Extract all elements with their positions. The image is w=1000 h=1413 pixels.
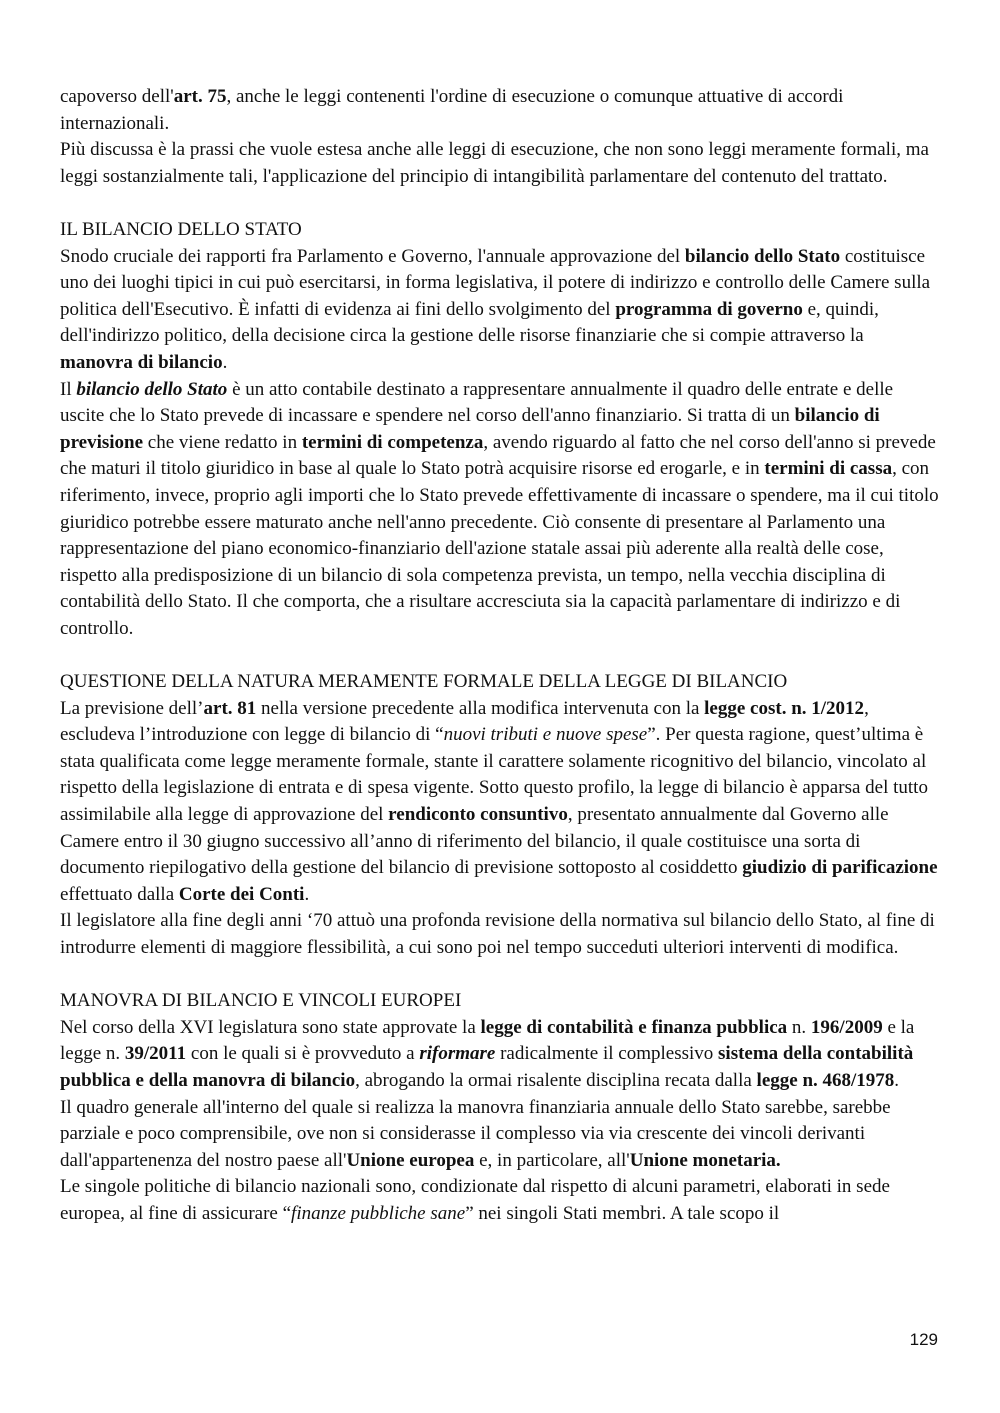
bold-text: termini di cassa (764, 458, 893, 480)
text-run: Il legislatore alla fine degli anni ‘70 attuò una profonda revisione della normativa sul bilancio dello Stato, al fine di introdurre elementi di maggiore flessibilità, a cui sono poi nel tempo succeduti ulteriori interventi di modifica. (60, 910, 935, 958)
text-run: radicalmente il complessivo (495, 1043, 719, 1065)
text-run: capoverso dell' (60, 86, 174, 107)
text-run: Il (60, 378, 77, 400)
text-run: nella versione precedente alla modifica intervenuta con la (256, 697, 705, 719)
text-run: e, in particolare, all' (474, 1149, 630, 1171)
paragraph (60, 908, 940, 961)
bold-text: legge cost. n. 1/2012 (704, 697, 865, 719)
bold-text: riformare (419, 1043, 496, 1065)
bold-text: programma di governo (615, 298, 803, 320)
section-heading: QUESTIONE DELLA NATURA MERAMENTE FORMALE DELLA LEGGE DI BILANCIO (60, 671, 788, 693)
text-run: che viene redatto in (143, 431, 302, 453)
bold-text: rendiconto consuntivo (388, 804, 568, 826)
bold-text: Unione monetaria. (629, 1149, 781, 1171)
text-run: Più discussa è la prassi che vuole estesa anche alle leggi di esecuzione, che non sono leggi meramente formali, ma leggi sostanzialmente tali, l'applicazione del principio di intangibilità parlamentare del contenuto del trattato. (60, 139, 929, 187)
text-run: , abrogando la ormai risalente disciplina recata dalla (355, 1069, 757, 1091)
text-run: Nel corso della XVI legislatura sono state approvate la (60, 1016, 481, 1038)
section-heading: MANOVRA DI BILANCIO E VINCOLI EUROPEI (60, 990, 462, 1012)
paragraph (60, 84, 940, 137)
text-run: , con riferimento, invece, proprio agli importi che lo Stato prevede effettivamente di incassare o spendere, ma il cui titolo giuridico potrebbe essere maturato anche nell'anno precedente. Ciò consente di presentare al Parlamento una rappresentazione del piano economico-finanziario dell'azione statale assai più aderente alla realtà delle cose, rispetto alla predisposizione di un bilancio di sola competenza prevista, un tempo, nella vecchia disciplina di contabilità dello Stato. Il che comporta, che a risultare accresciuta sia la capacità parlamentare di indirizzo e di controllo. (60, 458, 939, 639)
text-run: , anche le leggi contenenti l'ordine di esecuzione o comunque attuative di accordi internazionali. (60, 86, 844, 134)
section-heading: IL BILANCIO DELLO STATO (60, 218, 302, 240)
text-run: , escludeva l’introduzione con legge di bilancio di “ (60, 697, 869, 746)
text-run: . (304, 883, 310, 905)
bold-text: art. 81 (203, 697, 257, 719)
italic-text: finanze pubbliche sane (291, 1202, 466, 1224)
bold-text: bilancio dello Stato (76, 378, 228, 400)
bold-text: 196/2009 (810, 1016, 883, 1038)
text-run: Il quadro generale all'interno del quale si realizza la manovra finanziaria annuale dello Stato sarebbe, sarebbe parziale e poco comprensibile, ove non si considerasse il complesso via via crescente dei vincoli derivanti dall'appartenenza del nostro paese all' (60, 1096, 891, 1171)
bold-text: Unione europea (346, 1149, 475, 1171)
text-run: con le quali si è provveduto a (186, 1043, 420, 1065)
text-run: . (894, 1069, 900, 1091)
text-run: e, quindi, dell'indirizzo politico, della decisione circa la gestione delle risorse finanziarie che si compie attraverso la (60, 298, 879, 347)
section (60, 84, 940, 190)
paragraph (60, 1015, 940, 1095)
section (60, 217, 940, 643)
bold-text: sistema della contabilità pubblica e della manovra di bilancio (60, 1043, 914, 1091)
text-run: Snodo cruciale dei rapporti fra Parlamento e Governo, l'annuale approvazione del (60, 245, 685, 267)
text-run: effettuato dalla (60, 883, 179, 905)
italic-text: nuovi tributi e nuove spese (443, 724, 648, 746)
bold-text: art. 75 (173, 86, 227, 107)
text-run: , avendo riguardo al fatto che nel corso dell'anno si prevede che maturi il titolo giuridico in base al quale lo Stato potrà acquisire risorse ed erogarle, e in (60, 431, 936, 480)
text-run: è un atto contabile destinato a rappresentare annualmente il quadro delle entrate e delle uscite che lo Stato prevede di incassare e spendere nel corso dell'anno finanziario. Si tratta di un (60, 378, 894, 427)
bold-text: giudizio di parificazione (742, 857, 938, 879)
paragraph (60, 377, 940, 643)
bold-text: termini di competenza (301, 431, 484, 453)
text-run: La previsione dell’ (60, 697, 204, 719)
bold-text: bilancio dello Stato (684, 245, 841, 267)
bold-text: 39/2011 (124, 1043, 187, 1065)
document-body (60, 84, 940, 1254)
paragraph (60, 696, 940, 909)
bold-text: bilancio di previsione (60, 405, 880, 453)
text-run: , presentato annualmente dal Governo alle Camere entro il 30 giugno successivo all’anno di riferimento del bilancio, il quale costituisce una sorta di documento riepilogativo della gestione del bilancio di previsione sottoposto al cosiddetto (60, 804, 889, 879)
paragraph (60, 244, 940, 377)
paragraph (60, 1174, 940, 1227)
paragraph (60, 1095, 940, 1175)
bold-text: legge di contabilità e finanza pubblica (480, 1016, 788, 1038)
text-run: Le singole politiche di bilancio nazionali sono, condizionate dal rispetto di alcuni parametri, elaborati in sede europea, al fine di assicurare “ (60, 1176, 890, 1224)
bold-text: legge n. 468/1978 (756, 1069, 895, 1091)
text-run: e la legge n. (60, 1016, 915, 1065)
bold-text: Corte dei Conti (178, 883, 305, 905)
bold-text: manovra di bilancio (60, 351, 223, 373)
text-run: n. (787, 1016, 811, 1038)
text-run: costituisce uno dei luoghi tipici in cui può esercitarsi, in forma legislativa, il potere di indirizzo e controllo delle Camere sulla politica dell'Esecutivo. È infatti di evidenza ai fini dello svolgimento del (60, 245, 931, 320)
section (60, 988, 940, 1227)
paragraph (60, 137, 940, 190)
text-run: . (222, 351, 228, 373)
text-run: ” nei singoli Stati membri. A tale scopo il (465, 1202, 780, 1224)
text-run: ”. Per questa ragione, quest’ultima è stata qualificata come legge meramente formale, stante il carattere solamente ricognitivo del bilancio, vincolato al rispetto della legislazione di entrata e di spesa vigente. Sotto questo profilo, la legge di bilancio è apparsa del tutto assimilabile alla legge di approvazione del (60, 724, 928, 826)
section (60, 669, 940, 962)
page-number: 129 (909, 1330, 938, 1349)
